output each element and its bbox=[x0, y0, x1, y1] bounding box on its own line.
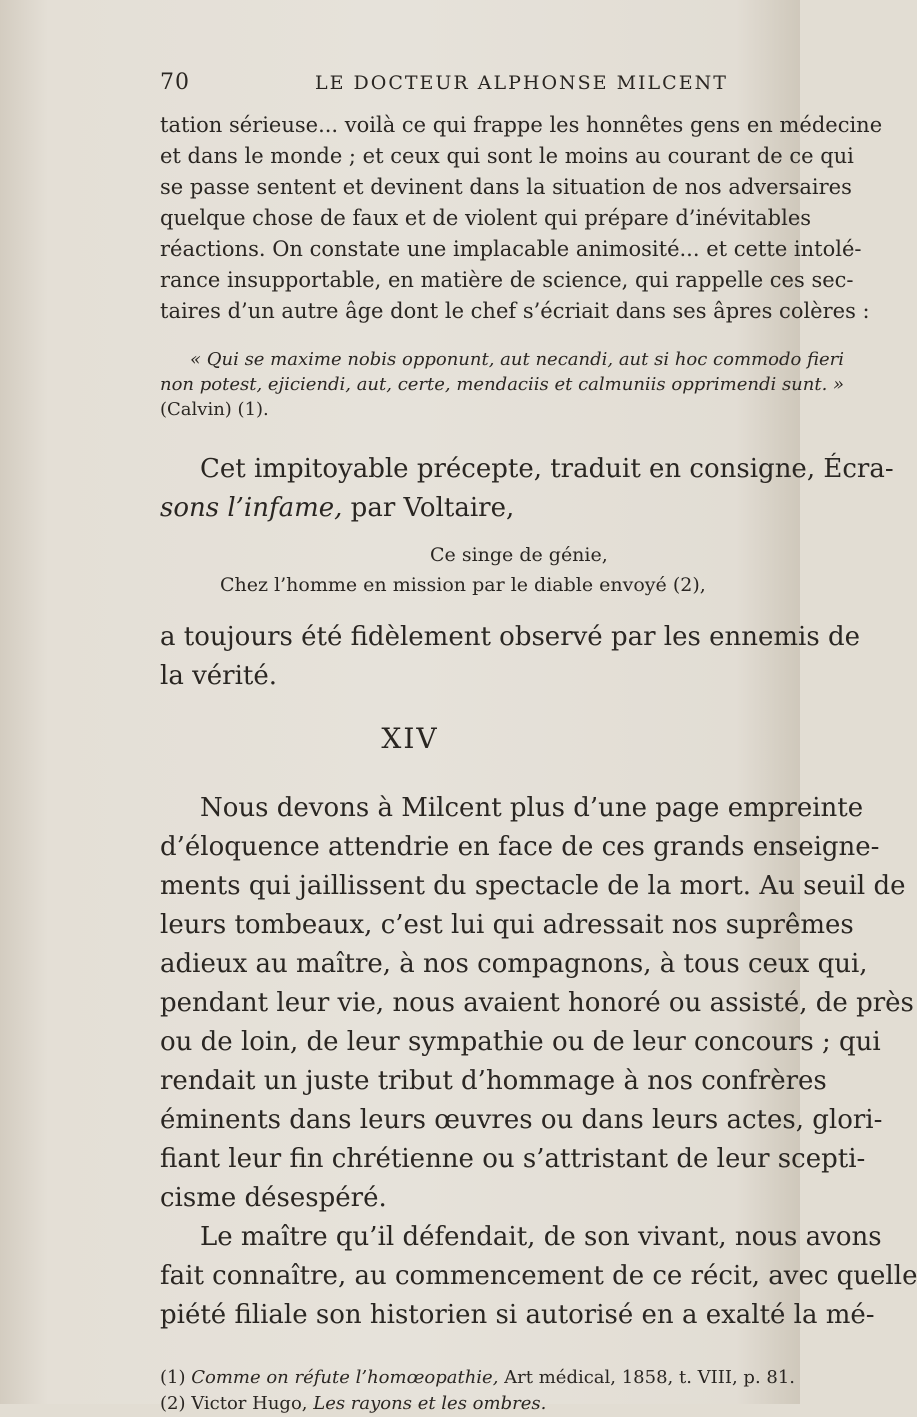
text-line: Cet impitoyable précepte, traduit en consigne, Écra- bbox=[200, 454, 894, 484]
text-line: sons l’infame, par Voltaire, bbox=[160, 493, 515, 523]
text-line: quelque chose de faux et de violent qui prépare d’inévitables bbox=[160, 206, 812, 230]
paragraph-1 bbox=[160, 110, 883, 327]
paragraph-4 bbox=[160, 789, 914, 1218]
text-line: rendait un juste tribut d’hommage à nos confrères bbox=[160, 1066, 827, 1096]
text-line: la vérité. bbox=[160, 661, 277, 691]
page-body bbox=[160, 110, 917, 1417]
text-line: éminents dans leurs œuvres ou dans leurs actes, glori- bbox=[160, 1105, 883, 1135]
paragraph-2 bbox=[160, 450, 894, 528]
paragraph-5 bbox=[160, 1218, 917, 1335]
text-line: rance insupportable, en matière de science, qui rappelle ces sec- bbox=[160, 268, 854, 292]
text-line: se passe sentent et devinent dans la situation de nos adversaires bbox=[160, 175, 852, 199]
text-line: et dans le monde ; et ceux qui sont le moins au courant de ce qui bbox=[160, 144, 854, 168]
text-line: ou de loin, de leur sympathie ou de leur concours ; qui bbox=[160, 1027, 881, 1057]
text-line: a toujours été fidèlement observé par les ennemis de bbox=[160, 622, 860, 652]
page-number: 70 bbox=[160, 70, 190, 95]
text-line: piété filiale son historien si autorisé en a exalté la mé- bbox=[160, 1300, 875, 1330]
text-line: pendant leur vie, nous avaient honoré ou assisté, de près bbox=[160, 988, 914, 1018]
quote-attribution: (Calvin) (1). bbox=[160, 399, 269, 420]
text-line: taires d’un autre âge dont le chef s’écriait dans ses âpres colères : bbox=[160, 299, 870, 323]
text-line: Nous devons à Milcent plus d’une page empreinte bbox=[200, 793, 864, 823]
text-line: réactions. On constate une implacable animosité... et cette intolé- bbox=[160, 237, 862, 261]
footnote-1: (1) Comme on réfute l’homœopathie, Art médical, 1858, t. VIII, p. 81. bbox=[160, 1367, 796, 1388]
quote-line: non potest, ejiciendi, aut, certe, mendaciis et calmuniis opprimendi sunt. » bbox=[160, 374, 845, 395]
text-line: ments qui jaillissent du spectacle de la mort. Au seuil de bbox=[160, 871, 906, 901]
text-line: tation sérieuse... voilà ce qui frappe les honnêtes gens en médecine bbox=[160, 113, 883, 137]
text-line: leurs tombeaux, c’est lui qui adressait nos suprêmes bbox=[160, 910, 854, 940]
verse-line: Ce singe de génie, bbox=[430, 544, 608, 566]
quote-line: « Qui se maxime nobis opponunt, aut necandi, aut si hoc commodo fieri bbox=[190, 349, 845, 370]
text-line: d’éloquence attendrie en face de ces grands enseigne- bbox=[160, 832, 880, 862]
text-line: fiant leur fin chrétienne ou s’attristant de leur scepti- bbox=[160, 1144, 866, 1174]
footnotes bbox=[160, 1365, 796, 1417]
text-line: adieux au maître, à nos compagnons, à tous ceux qui, bbox=[160, 949, 868, 979]
chapter-heading: XIV bbox=[381, 722, 439, 755]
verse-line: Chez l’homme en mission par le diable envoyé (2), bbox=[220, 574, 706, 596]
verse-quote bbox=[160, 540, 780, 600]
running-title: LE DOCTEUR ALPHONSE MILCENT bbox=[315, 72, 728, 94]
latin-quote bbox=[160, 347, 845, 422]
footnote-2: (2) Victor Hugo, Les rayons et les ombres. bbox=[160, 1393, 547, 1414]
text-line: fait connaître, au commencement de ce récit, avec quelle bbox=[160, 1261, 917, 1291]
page-header bbox=[160, 70, 735, 98]
text-line: cisme désespéré. bbox=[160, 1183, 387, 1213]
paragraph-3 bbox=[160, 618, 860, 696]
text-line: Le maître qu’il défendait, de son vivant, nous avons bbox=[200, 1222, 882, 1252]
